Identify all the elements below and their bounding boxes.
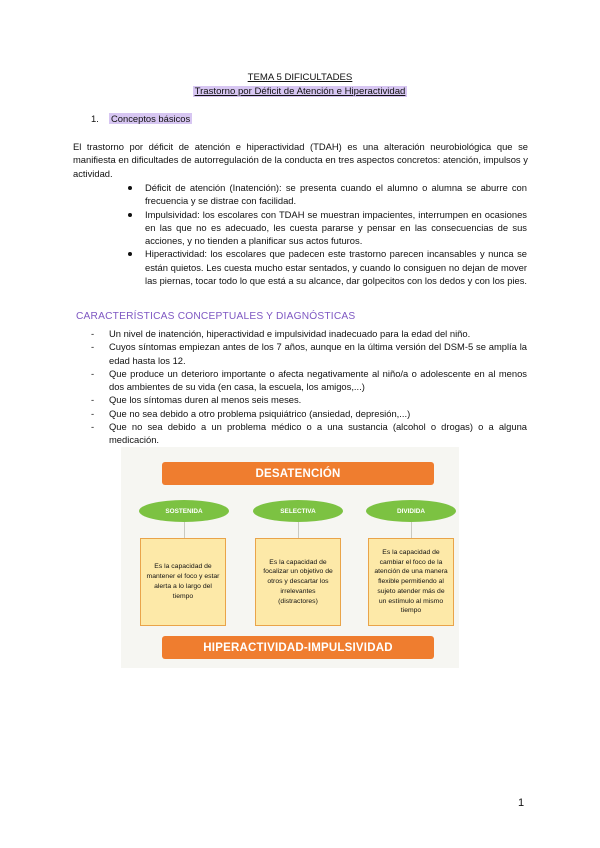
criteria-item: - Que los síntomas duren al menos seis meses. — [109, 393, 527, 406]
document-title — [0, 72, 600, 83]
criteria-item: - Cuyos síntomas empiezan antes de los 7 años, aunque en la última versión del DSM-5 se amplía la edad hasta los 12. — [109, 340, 527, 367]
intro-paragraph: El trastorno por déficit de atención e hiperactividad (TDAH) es una alteración neurobiológica que se manifiesta en dificultades de autorregulación de la conducta en tres aspectos concretos: atención, impulsos y actividad. — [73, 141, 528, 179]
section-number: 1. — [91, 113, 99, 124]
desatencion-bar: DESATENCIÓN — [162, 462, 434, 485]
section-title: Conceptos básicos — [111, 113, 191, 124]
title-text: TEMA 5 DIFICULTADES — [247, 72, 353, 83]
bullet-item-impulsividad: Impulsividad: los escolares con TDAH se muestran impacientes, interrumpen en ocasiones en las que no es adecuado, les cuesta pararse y pensar en las consecuencias de sus acciones, y no tienden a planificar sus actos futuros. — [145, 208, 527, 247]
connector-line — [184, 522, 185, 538]
desc-box-selectiva — [255, 538, 341, 626]
desc-text-selectiva: Es la capacidad de focalizar un objetivo de otros y descartar los irrelevantes (distractores) — [263, 558, 333, 605]
desc-text-dividida: Es la capacidad de cambiar el foco de la atención de una manera flexible permitiendo al sujeto atender más de un estímulo al mismo tiempo — [374, 548, 448, 615]
subtitle-text: Trastorno por Déficit de Atención e Hiperactividad — [194, 86, 406, 97]
connector-line — [298, 522, 299, 538]
attention-diagram — [121, 447, 459, 668]
connector-line — [411, 522, 412, 538]
criteria-item: - Un nivel de inatención, hiperactividad e impulsividad inadecuado para la edad del niño. — [109, 327, 527, 340]
bullet-item-hiperactividad: Hiperactividad: los escolares que padecen este trastorno parecen incansables y nunca se están quietos. Les cuesta mucho estar sentados, y cuando lo consiguen no dejan de mover las piernas, tocar todo lo que está a su alcance, dar golpecitos con los dedos y con los pies. — [145, 248, 527, 287]
bullet-item-inatencion: Déficit de atención (Inatención): se presenta cuando el alumno o alumna se aburre con frecuencia y se distrae con facilidad. — [145, 182, 527, 207]
page-number: 1 — [518, 797, 525, 809]
oval-selectiva: SELECTIVA — [253, 500, 343, 522]
criteria-item: - Que produce un deterioro importante o afecta negativamente al niño/a o adolescente en al menos dos ambientes de su vida (en casa, la escuela, los amigos,...) — [109, 367, 527, 394]
oval-sostenida: SOSTENIDA — [139, 500, 229, 522]
document-subtitle — [0, 86, 600, 97]
symptom-bullet-list — [145, 181, 527, 287]
section-heading-conceptos — [91, 113, 192, 124]
criteria-item: - Que no sea debido a otro problema psiquiátrico (ansiedad, depresión,...) — [109, 407, 527, 420]
hiperactividad-bar: HIPERACTIVIDAD-IMPULSIVIDAD — [162, 636, 434, 659]
desc-text-sostenida: Es la capacidad de mantener el foco y estar alerta a lo largo del tiempo — [146, 563, 220, 600]
desc-box-sostenida — [140, 538, 226, 626]
criteria-dash-list — [109, 327, 527, 447]
desc-box-dividida — [368, 538, 454, 626]
oval-dividida: DIVIDIDA — [366, 500, 456, 522]
criteria-item: - Que no sea debido a un problema médico o a una sustancia (alcohol o drogas) o a alguna medicación. — [109, 420, 527, 447]
section-heading-caracteristicas: CARACTERÍSTICAS CONCEPTUALES Y DIAGNÓSTICAS — [76, 311, 356, 322]
